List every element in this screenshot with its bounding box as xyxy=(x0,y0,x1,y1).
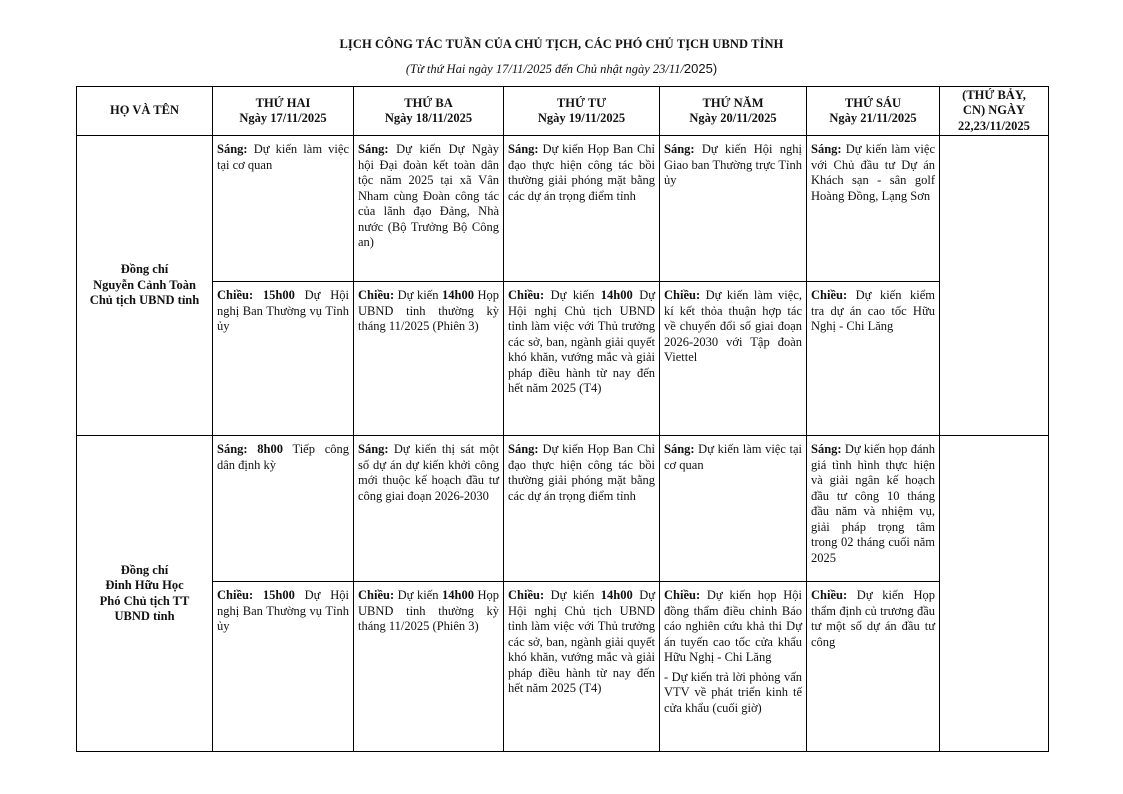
session-label: Sáng: xyxy=(508,442,539,456)
session-label: Sáng: xyxy=(358,142,389,156)
session-text: Dự kiến xyxy=(544,288,601,302)
session-label: Chiều: 15h00 xyxy=(217,288,295,302)
p1-mon-morning xyxy=(213,136,354,282)
session-text: Dự kiến xyxy=(394,588,442,602)
p2-tue-morning xyxy=(354,436,504,582)
p2-mon-morning xyxy=(213,436,354,582)
person-position: UBND tỉnh xyxy=(114,609,175,623)
p2-weekend xyxy=(940,436,1049,752)
session-text: Dự kiến họp đánh giá tình hình thực hiện và giải ngân kế hoạch đầu tư công 10 tháng đầu năm và nhiệm vụ, giải pháp trọng tâm trong 02 tháng cuối năm 2025 xyxy=(811,442,935,565)
session-label: Chiều: xyxy=(358,288,395,302)
col-header-tue xyxy=(354,87,504,136)
session-label: Chiều: 15h00 xyxy=(217,588,295,602)
session-text: Họp UBND tỉnh thường kỳ tháng 11/2025 (Phiên 3) xyxy=(358,588,499,633)
session-text: Dự Hội nghị Chủ tịch UBND tỉnh làm việc với Thủ trưởng các sở, ban, ngành giải quyết khó khăn, vướng mắc và giải pháp điều hành từ nay đến hết năm 2025 (T4) xyxy=(508,588,655,695)
p1-weekend xyxy=(940,136,1049,436)
session-text: Dự kiến Họp Ban Chỉ đạo thực hiện công tác bồi thường giải phóng mặt bằng các dự án trọng điểm tỉnh xyxy=(508,442,655,503)
session-label: Sáng: xyxy=(664,142,695,156)
p2-wed-afternoon xyxy=(504,582,660,752)
session-label: Chiều: xyxy=(664,588,701,602)
p1-thu-morning xyxy=(660,136,807,282)
col-day: THỨ HAI xyxy=(255,95,311,110)
person-name: Đinh Hữu Học xyxy=(105,578,184,592)
session-text: Dự kiến Họp Ban Chỉ đạo thực hiện công tác bồi thường giải phóng mặt bằng các dự án trọng điểm tỉnh xyxy=(508,142,655,203)
session-time: 14h00 xyxy=(600,288,633,302)
p2-thu-afternoon xyxy=(660,582,807,752)
col-weekend-line: (THỨ BẢY, xyxy=(962,87,1026,102)
session-text: Dự kiến làm việc tại cơ quan xyxy=(217,142,349,172)
p1-tue-morning xyxy=(354,136,504,282)
session-text: Tiếp công dân định kỳ xyxy=(217,442,349,472)
col-day: THỨ TƯ xyxy=(556,95,607,110)
session-text: Dự kiến xyxy=(394,288,442,302)
col-header-wed xyxy=(504,87,660,136)
session-text: Dự kiến họp Hội đồng thẩm điều chỉnh Báo cáo nghiên cứu khả thi Dự án tuyến cao tốc cửa khẩu Hữu Nghị - Chi Lăng xyxy=(664,588,802,664)
session-time: 14h00 xyxy=(600,588,633,602)
col-header-name: HỌ VÀ TÊN xyxy=(77,87,213,136)
session-label: Chiều: xyxy=(508,288,545,302)
session-text: Dự Hội nghị Ban Thường vụ Tỉnh ủy xyxy=(217,288,349,333)
session-text: Dự kiến Họp thẩm định củ trương đầu tư một số dự án đầu tư công xyxy=(811,588,935,649)
session-text: Dự kiến xyxy=(544,588,601,602)
session-extra: - Dự kiến trả lời phỏng vấn VTV về phát triển kinh tế cửa khẩu (cuối giờ) xyxy=(664,669,802,715)
session-label: Sáng: xyxy=(811,142,842,156)
p2-fri-morning xyxy=(807,436,940,582)
subtitle-year: 2025) xyxy=(683,61,718,76)
session-text: Dự kiến Hội nghị Giao ban Thường trực Tỉnh ủy xyxy=(664,142,802,187)
col-day: THỨ NĂM xyxy=(702,95,764,110)
p2-fri-afternoon xyxy=(807,582,940,752)
col-header-weekend xyxy=(940,87,1049,136)
person-2-morning-row xyxy=(77,436,1049,582)
session-label: Chiều: xyxy=(508,588,545,602)
session-label: Sáng: xyxy=(811,442,842,456)
session-label: Sáng: xyxy=(217,142,248,156)
schedule-table xyxy=(76,86,1049,752)
p1-wed-morning xyxy=(504,136,660,282)
session-text: Dự kiến làm việc, kí kết thỏa thuận hợp tác về chuyển đổi số giai đoạn 2026-2030 với Tập đoàn Viettel xyxy=(664,288,802,364)
session-text: Dự kiến làm việc tại cơ quan xyxy=(664,442,802,472)
p2-thu-morning xyxy=(660,436,807,582)
session-paragraph xyxy=(664,588,802,666)
p1-tue-afternoon xyxy=(354,282,504,436)
session-text: Dự kiến thị sát một số dự án dự kiến khởi công mới thuộc kế hoạch đầu tư công giai đoạn 2026-2030 xyxy=(358,442,499,503)
col-day: THỨ SÁU xyxy=(844,95,902,110)
person-title: Đồng chí xyxy=(120,562,169,577)
session-time: 14h00 xyxy=(442,288,474,302)
col-header-fri xyxy=(807,87,940,136)
session-label: Chiều: xyxy=(358,588,395,602)
session-text: Dự kiến làm việc với Chủ đầu tư Dự án Khách sạn - sân golf Hoàng Đồng, Lạng Sơn xyxy=(811,142,935,203)
session-label: Chiều: xyxy=(664,288,701,302)
session-label: Sáng: xyxy=(358,442,389,456)
p1-mon-afternoon xyxy=(213,282,354,436)
session-text: Dự kiến kiểm tra dự án cao tốc Hữu Nghị - Chi Lăng xyxy=(811,288,935,333)
col-weekend-line: 22,23/11/2025 xyxy=(958,118,1030,133)
person-position: Phó Chủ tịch TT xyxy=(99,593,190,608)
person-position: Chủ tịch UBND tỉnh xyxy=(89,293,200,308)
session-label: Sáng: xyxy=(508,142,539,156)
p1-wed-afternoon xyxy=(504,282,660,436)
session-label: Sáng: xyxy=(664,442,695,456)
person-1-name xyxy=(77,136,213,436)
p2-mon-afternoon xyxy=(213,582,354,752)
p1-thu-afternoon xyxy=(660,282,807,436)
col-day: THỨ BA xyxy=(404,95,453,110)
session-text: Dự Hội nghị Chủ tịch UBND tỉnh làm việc với Thủ trưởng các sở, ban, ngành giải quyết khó khăn, vướng mắc và giải pháp điều hành từ nay đến hết năm 2025 (T4) xyxy=(508,288,655,395)
col-date: Ngày 17/11/2025 xyxy=(239,111,327,125)
p2-wed-morning xyxy=(504,436,660,582)
session-text: Dự Hội nghị Ban Thường vụ Tỉnh ủy xyxy=(217,588,349,633)
p1-fri-afternoon xyxy=(807,282,940,436)
session-text: Họp UBND tỉnh thường kỳ tháng 11/2025 (Phiên 3) xyxy=(358,288,499,333)
session-label: Chiều: xyxy=(811,588,848,602)
person-1-morning-row xyxy=(77,136,1049,282)
p1-fri-morning xyxy=(807,136,940,282)
session-label: Chiều: xyxy=(811,288,848,302)
p2-tue-afternoon xyxy=(354,582,504,752)
person-1-afternoon-row xyxy=(77,282,1049,436)
col-weekend-line: CN) NGÀY xyxy=(962,103,1026,118)
subtitle-range: (Từ thứ Hai ngày 17/11/2025 đến Chủ nhật ngày 23/11/ xyxy=(405,62,684,76)
person-name: Nguyễn Cảnh Toàn xyxy=(93,277,196,292)
col-date: Ngày 20/11/2025 xyxy=(689,111,777,125)
session-time: 14h00 xyxy=(442,588,474,602)
col-date: Ngày 21/11/2025 xyxy=(829,111,917,125)
person-2-afternoon-row xyxy=(77,582,1049,752)
header-row xyxy=(77,87,1049,136)
col-header-mon xyxy=(213,87,354,136)
person-title: Đồng chí xyxy=(120,262,169,277)
session-text: Dự kiến Dự Ngày hội Đại đoàn kết toàn dân tộc năm 2025 tại xã Vân Nham cùng Đoàn công tác của lãnh đạo Đảng, Nhà nước (Bộ Trưởng Bộ Công an) xyxy=(358,142,499,249)
person-2-name xyxy=(77,436,213,752)
document-subtitle xyxy=(0,61,1123,77)
col-header-thu xyxy=(660,87,807,136)
col-date: Ngày 18/11/2025 xyxy=(384,111,473,125)
col-date: Ngày 19/11/2025 xyxy=(537,111,626,125)
document-title: LỊCH CÔNG TÁC TUẦN CỦA CHỦ TỊCH, CÁC PHÓ CHỦ TỊCH UBND TỈNH xyxy=(339,37,784,51)
session-label: Sáng: 8h00 xyxy=(217,442,283,456)
